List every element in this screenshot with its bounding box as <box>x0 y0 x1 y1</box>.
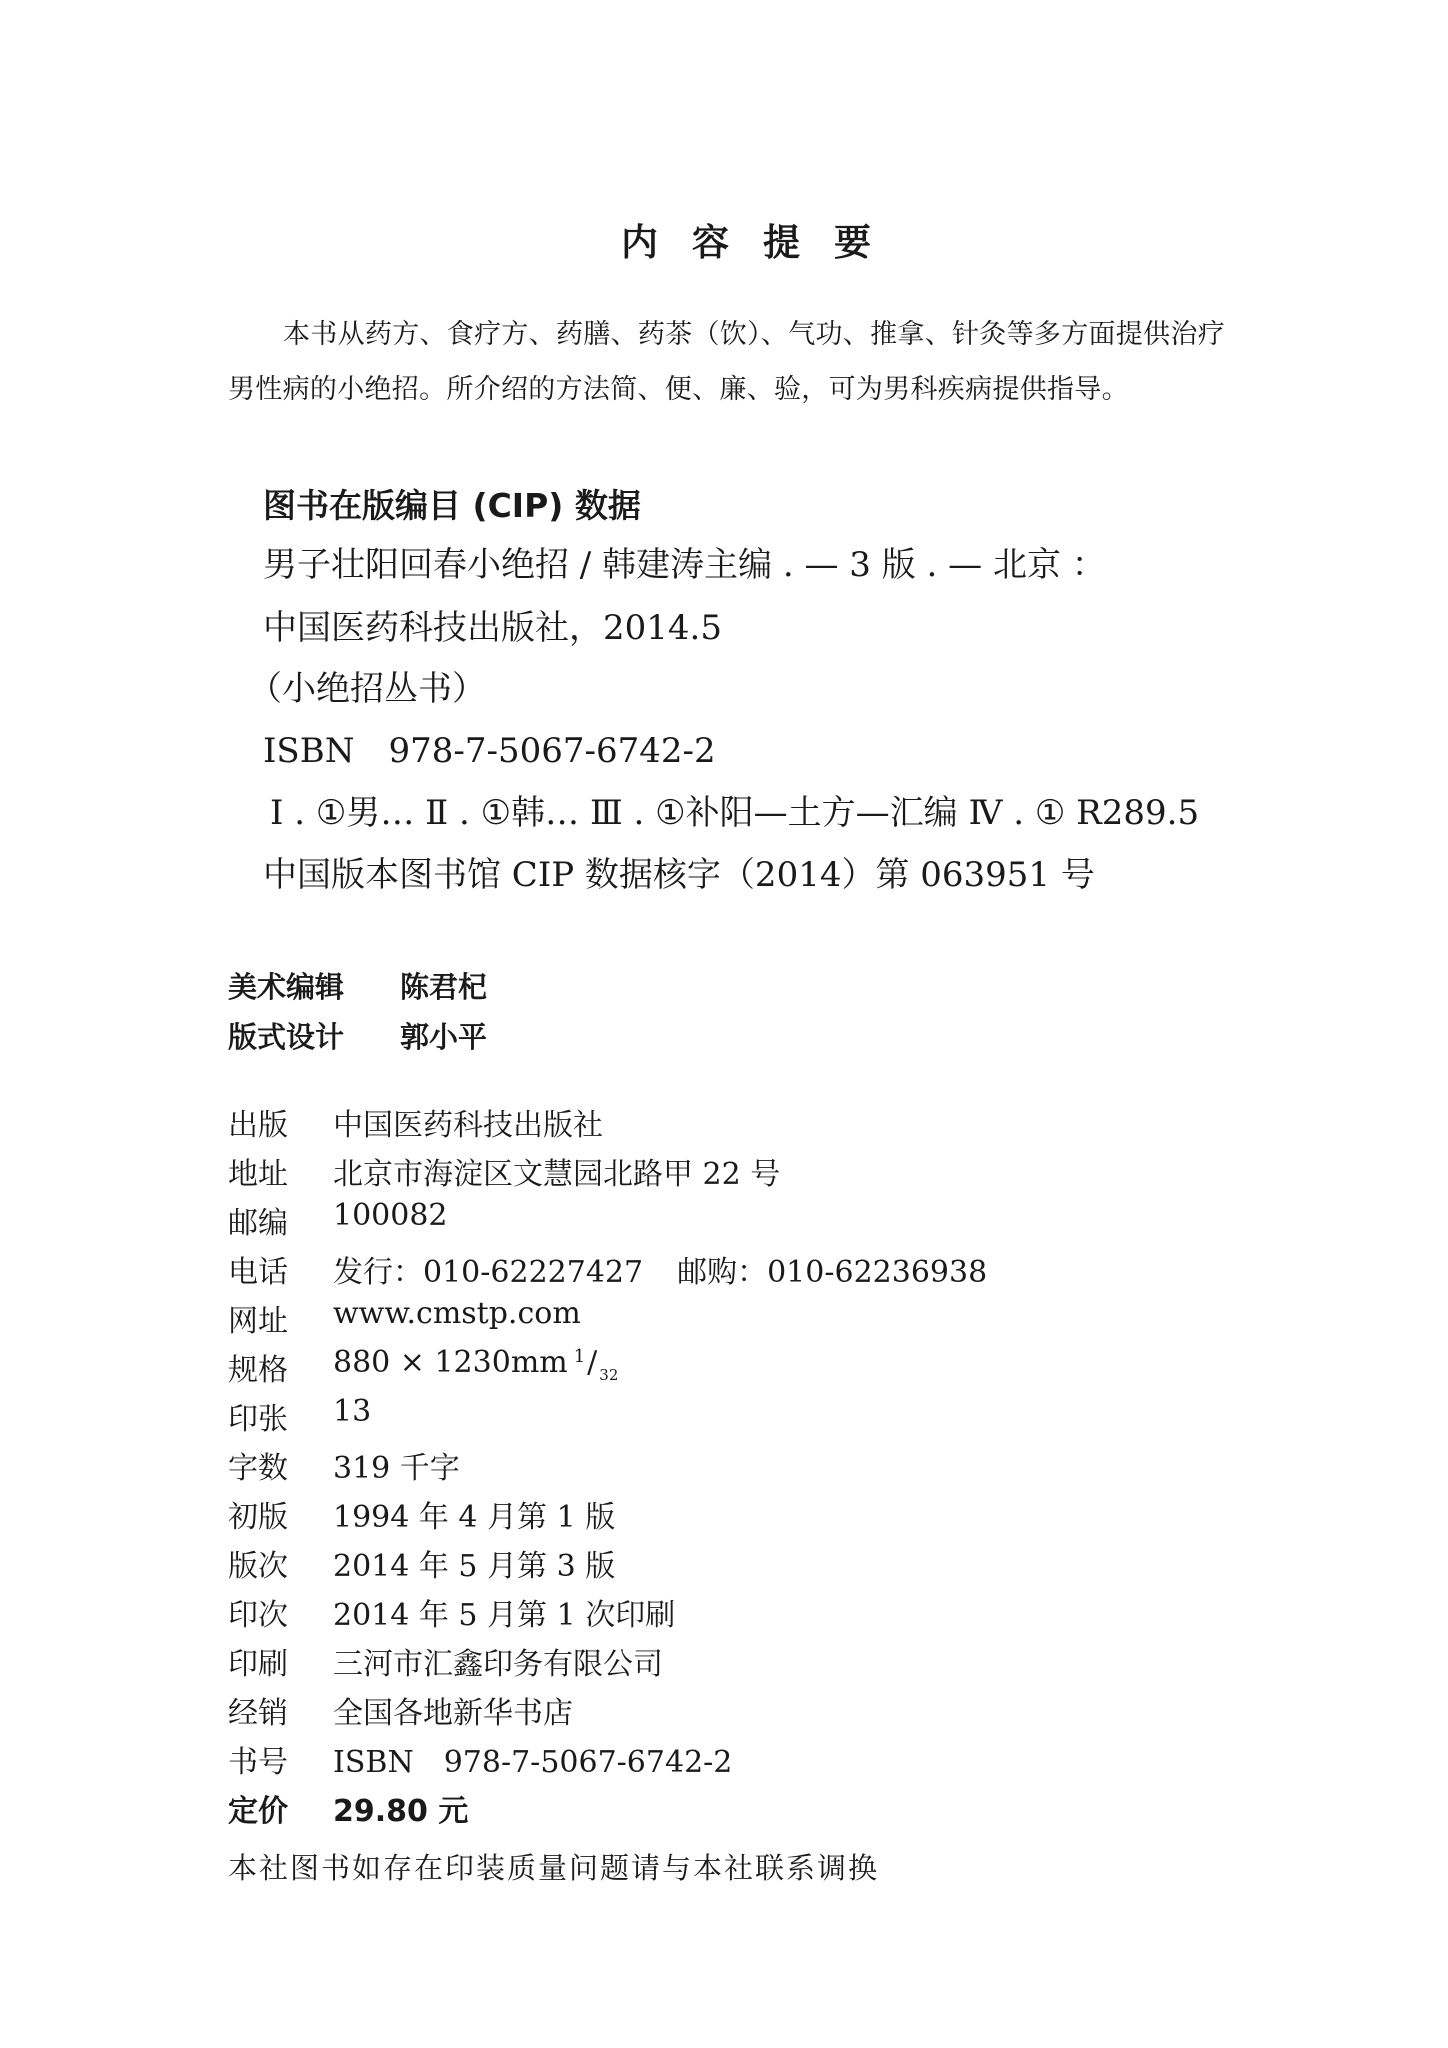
cip-title-line: 男子壮阳回春小绝招 / 韩建涛主编 . — 3 版 . — 北京 ： <box>263 545 1106 585</box>
cip-heading: 图书在版编目 (CIP) 数据 <box>263 486 641 525</box>
credit-label: 版式设计 <box>228 1020 345 1054</box>
copyright-page: 内容提要 本书从药方、食疗方、药膳、药茶（饮）、气功、推拿、针灸等多方面提供治疗 男性病的小绝招。所介绍的方法简、便、廉、验，可为男科疾病提供指导。 图书在版编目 (CIP) 数据 男子壮阳回春小绝招 / 韩建涛主编 . — 3 版 . — 北京 ： 中国医药科技出版社，2014.5 （小绝招丛书） ISBN 978-7-5067-6742-2 Ⅰ . ①男… Ⅱ . ①韩… Ⅲ . ①补阳—土方—汇编 Ⅳ . ① R289.5 中国版本图书馆 CIP 数据核字（2014）第 063951 号 美术编辑 陈君杞 版式设计 郭小平 出版 中国医药科技出版社 地址 北京市海淀区文慧园北路甲 22 号 邮编 100082 电话 发行：010-62227427 邮购：010-62236938 网址 www.cmstp.com 规格 880 × 1230mm $^1$/ $_{32}$ 印张 13 字数 319 千字 初版 1994 年 4 月第 1 版 版次 2014 年 5 月第 3 版 印次 2014 年 5 月第 1 次印刷 印刷 三河市汇鑫印务有限公司 经销 全国各地新华书店 书号 ISBN 978-7-5067-6742-2 定价 29.80 元 本社图书如存在印装质量问题请与本社联系调换 <box>0 0 1448 2048</box>
cip-series-line: （小绝招丛书） <box>248 669 486 709</box>
format-fraction-numerator: 1 <box>573 1346 586 1367</box>
website-link[interactable]: www.cmstp.com <box>333 1296 581 1331</box>
summary-text-line-1: 本书从药方、食疗方、药膳、药茶（饮）、气功、推拿、针灸等多方面提供治疗 <box>283 319 1225 350</box>
cip-record-line: 中国版本图书馆 CIP 数据核字（2014）第 063951 号 <box>263 855 1095 895</box>
phone-sales: 发行：010-62227427 <box>333 1255 644 1290</box>
credit-label: 美术编辑 <box>228 970 345 1004</box>
summary-title: 内容提要 <box>621 221 905 264</box>
quality-notice: 本社图书如存在印装质量问题请与本社联系调换 <box>228 1851 880 1885</box>
format-fraction-slash: / <box>587 1345 598 1380</box>
credit-value: 陈君杞 <box>400 970 488 1004</box>
format-fraction-denominator: 32 <box>599 1366 619 1384</box>
credit-value: 郭小平 <box>400 1020 488 1054</box>
cip-isbn-line: ISBN 978-7-5067-6742-2 <box>263 731 716 771</box>
summary-text-line-2: 男性病的小绝招。所介绍的方法简、便、廉、验，可为男科疾病提供指导。 <box>228 374 1129 405</box>
credit-art-editor <box>228 965 488 1006</box>
cip-publisher-line: 中国医药科技出版社，2014.5 <box>263 608 722 648</box>
cip-classification-line: Ⅰ . ①男… Ⅱ . ①韩… Ⅲ . ①补阳—土方—汇编 Ⅳ . ① R289.5 <box>270 793 1200 833</box>
phone-mail-order: 邮购：010-62236938 <box>677 1255 988 1290</box>
credit-layout-designer <box>228 1015 488 1056</box>
